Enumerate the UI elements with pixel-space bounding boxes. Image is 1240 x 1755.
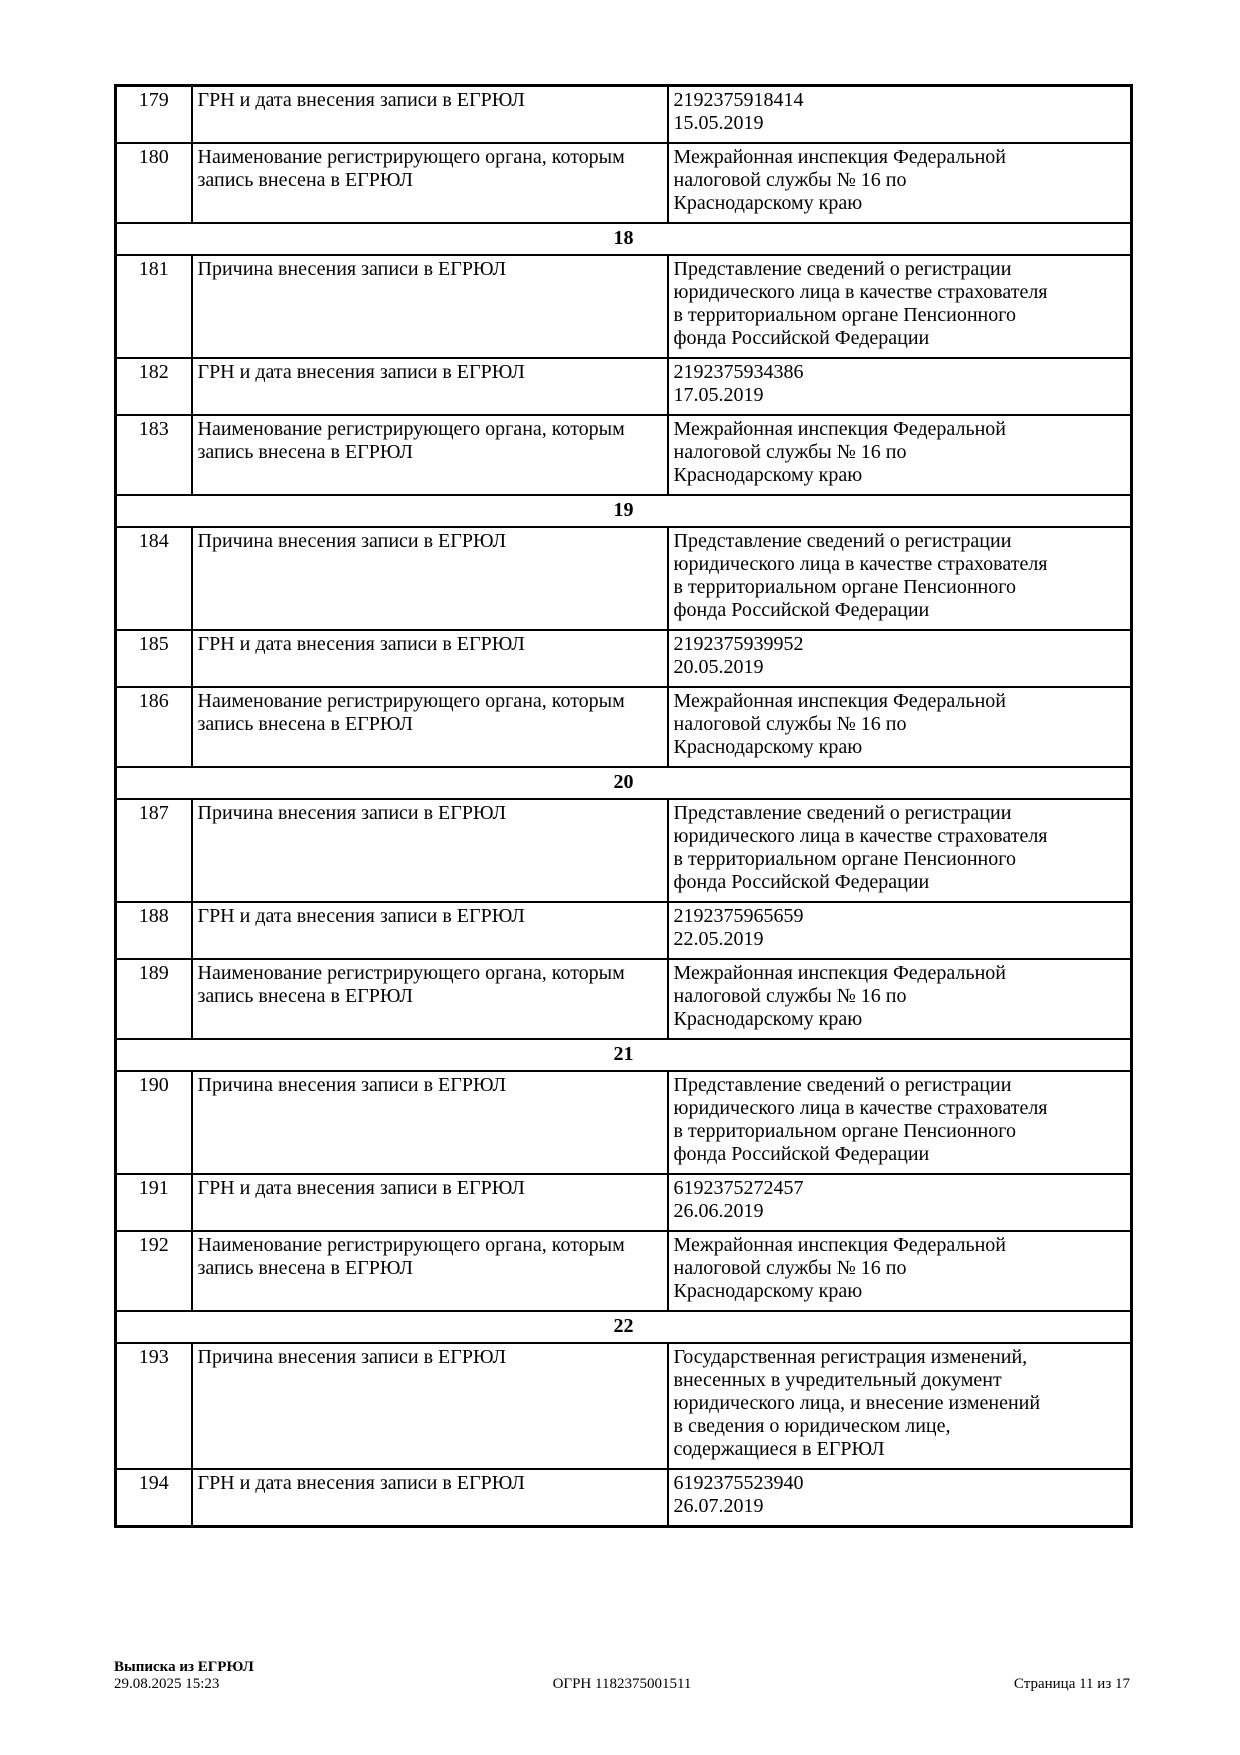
record-value-line: юридического лица в качестве страхователя [673,1097,1048,1119]
section-number: 18 [116,223,1132,255]
record-value-line: 22.05.2019 [673,928,764,950]
record-number: 189 [116,959,192,1039]
record-number: 182 [116,358,192,415]
record-label: Причина внесения записи в ЕГРЮЛ [192,255,668,358]
record-value-line: Межрайонная инспекция Федеральной [673,1234,1006,1256]
record-row [116,959,1132,1039]
record-value [668,687,1132,767]
record-value [668,415,1132,495]
record-row [116,799,1132,902]
record-label: ГРН и дата внесения записи в ЕГРЮЛ [192,358,668,415]
record-value [668,959,1132,1039]
record-number: 190 [116,1071,192,1174]
record-label: Причина внесения записи в ЕГРЮЛ [192,1343,668,1469]
record-value-line: Представление сведений о регистрации [673,530,1012,552]
footer-page-number: Страница 11 из 17 [1013,1676,1130,1692]
record-row [116,86,1132,144]
record-value [668,902,1132,959]
section-number: 19 [116,495,1132,527]
egrul-records-table [114,84,1133,1528]
record-value-line: 17.05.2019 [673,384,764,406]
record-value-line: юридического лица в качестве страхователя [673,281,1048,303]
section-number: 20 [116,767,1132,799]
record-value [668,1231,1132,1311]
footer-doc-title: Выписка из ЕГРЮЛ [114,1659,254,1675]
record-row [116,415,1132,495]
record-value [668,527,1132,630]
record-label: ГРН и дата внесения записи в ЕГРЮЛ [192,630,668,687]
record-value-line: фонда Российской Федерации [673,599,930,621]
record-number: 181 [116,255,192,358]
record-label: ГРН и дата внесения записи в ЕГРЮЛ [192,86,668,144]
record-value [668,799,1132,902]
record-value-line: в территориальном органе Пенсионного [673,848,1016,870]
record-value-line: внесенных в учредительный документ [673,1369,1002,1391]
record-value-line: фонда Российской Федерации [673,327,930,349]
record-value-line: Межрайонная инспекция Федеральной [673,146,1006,168]
record-label: Наименование регистрирующего органа, которым запись внесена в ЕГРЮЛ [192,1231,668,1311]
record-value-line: 2192375934386 [673,361,804,383]
section-header-row [116,223,1132,255]
record-number: 183 [116,415,192,495]
record-value-line: налоговой службы № 16 по [673,169,907,191]
record-value-line: 26.06.2019 [673,1200,764,1222]
record-label: Наименование регистрирующего органа, которым запись внесена в ЕГРЮЛ [192,959,668,1039]
record-value-line: Краснодарскому краю [673,464,863,486]
section-header-row [116,1039,1132,1071]
record-value-line: 2192375939952 [673,633,804,655]
record-value-line: Межрайонная инспекция Федеральной [673,962,1006,984]
record-row [116,902,1132,959]
footer-datetime: 29.08.2025 15:23 [114,1676,220,1692]
record-number: 186 [116,687,192,767]
section-header-row [116,1311,1132,1343]
record-value-line: Представление сведений о регистрации [673,258,1012,280]
record-value-line: Краснодарскому краю [673,192,863,214]
section-header-row [116,495,1132,527]
record-number: 193 [116,1343,192,1469]
record-value-line: налоговой службы № 16 по [673,1257,907,1279]
record-label: Причина внесения записи в ЕГРЮЛ [192,1071,668,1174]
record-value-line: юридического лица в качестве страхователя [673,825,1048,847]
record-value-line: в сведения о юридическом лице, [673,1415,951,1437]
record-value-line: 26.07.2019 [673,1495,764,1517]
record-row [116,1343,1132,1469]
record-value [668,1174,1132,1231]
record-label: Наименование регистрирующего органа, которым запись внесена в ЕГРЮЛ [192,143,668,223]
record-value-line: Краснодарскому краю [673,736,863,758]
record-value-line: фонда Российской Федерации [673,1143,930,1165]
record-value-line: налоговой службы № 16 по [673,713,907,735]
record-value-line: Представление сведений о регистрации [673,802,1012,824]
section-number: 22 [116,1311,1132,1343]
record-number: 192 [116,1231,192,1311]
record-value-line: юридического лица, и внесение изменений [673,1392,1041,1414]
record-value [668,86,1132,144]
record-row [116,630,1132,687]
record-number: 187 [116,799,192,902]
record-label: Наименование регистрирующего органа, которым запись внесена в ЕГРЮЛ [192,687,668,767]
record-label: ГРН и дата внесения записи в ЕГРЮЛ [192,1174,668,1231]
record-label: Причина внесения записи в ЕГРЮЛ [192,799,668,902]
record-value-line: налоговой службы № 16 по [673,441,907,463]
record-number: 180 [116,143,192,223]
record-value-line: Межрайонная инспекция Федеральной [673,690,1006,712]
record-row [116,527,1132,630]
record-label: ГРН и дата внесения записи в ЕГРЮЛ [192,1469,668,1527]
record-value-line: налоговой службы № 16 по [673,985,907,1007]
record-number: 191 [116,1174,192,1231]
record-row [116,687,1132,767]
record-number: 184 [116,527,192,630]
record-value-line: 6192375523940 [673,1472,804,1494]
record-value-line: в территориальном органе Пенсионного [673,1120,1016,1142]
record-number: 188 [116,902,192,959]
footer-ogrn: ОГРН 1182375001511 [552,1676,692,1692]
record-value [668,255,1132,358]
egrul-records-table-body [116,86,1132,1527]
record-label: Наименование регистрирующего органа, которым запись внесена в ЕГРЮЛ [192,415,668,495]
record-row [116,255,1132,358]
record-value-line: 6192375272457 [673,1177,804,1199]
record-row [116,1231,1132,1311]
record-value [668,143,1132,223]
record-row [116,358,1132,415]
section-header-row [116,767,1132,799]
record-value-line: содержащиеся в ЕГРЮЛ [673,1438,885,1460]
section-number: 21 [116,1039,1132,1071]
record-row [116,1071,1132,1174]
record-value-line: Представление сведений о регистрации [673,1074,1012,1096]
record-value-line: 2192375965659 [673,905,804,927]
record-value-line: Краснодарскому краю [673,1280,863,1302]
record-value-line: Межрайонная инспекция Федеральной [673,418,1006,440]
record-value-line: фонда Российской Федерации [673,871,930,893]
record-number: 185 [116,630,192,687]
record-value [668,358,1132,415]
record-value-line: в территориальном органе Пенсионного [673,304,1016,326]
record-value [668,630,1132,687]
record-number: 194 [116,1469,192,1527]
record-value [668,1071,1132,1174]
record-value-line: 15.05.2019 [673,112,764,134]
record-value-line: Краснодарскому краю [673,1008,863,1030]
record-row [116,1469,1132,1527]
record-number: 179 [116,86,192,144]
record-value-line: юридического лица в качестве страхователя [673,553,1048,575]
record-value-line: 2192375918414 [673,89,804,111]
record-label: Причина внесения записи в ЕГРЮЛ [192,527,668,630]
record-value [668,1469,1132,1527]
record-label: ГРН и дата внесения записи в ЕГРЮЛ [192,902,668,959]
record-value [668,1343,1132,1469]
record-row [116,1174,1132,1231]
record-value-line: 20.05.2019 [673,656,764,678]
record-value-line: в территориальном органе Пенсионного [673,576,1016,598]
record-row [116,143,1132,223]
record-value-line: Государственная регистрация изменений, [673,1346,1028,1368]
